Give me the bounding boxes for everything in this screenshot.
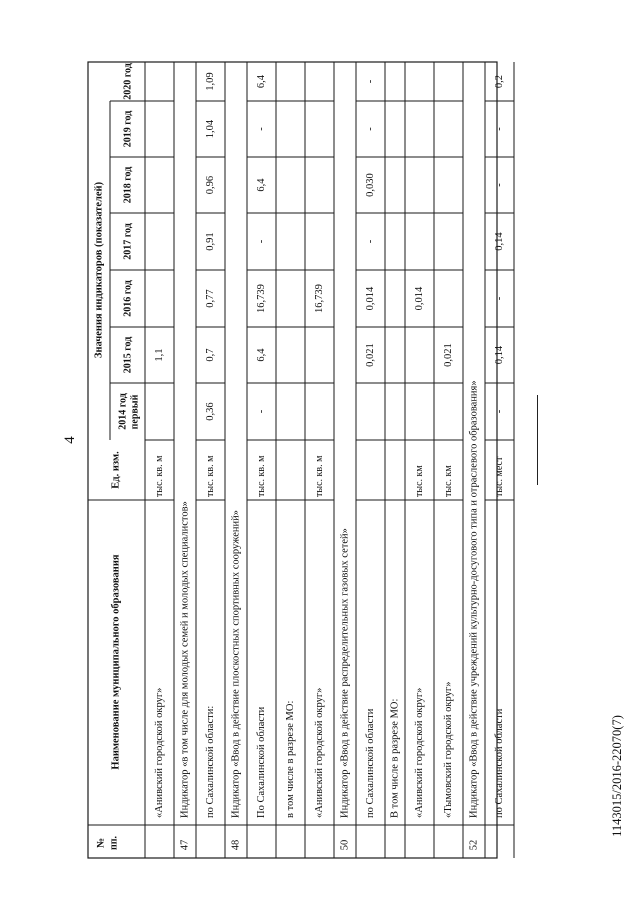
row-number: 50 xyxy=(339,839,351,851)
row-number: 48 xyxy=(230,839,242,851)
section-title: Индикатор «Ввод в действие плоскостных спортивных сооружений» xyxy=(230,510,242,818)
row-name: В том числе в разрезе МО: xyxy=(389,698,401,818)
row-name: в том числе в разрезе МО: xyxy=(284,700,296,818)
row-unit: тыс. кв. м xyxy=(153,455,165,497)
page-number-underline xyxy=(537,395,538,485)
header-year: 2017 год xyxy=(122,223,134,260)
page-number: 4 xyxy=(62,436,78,444)
header-year: 2014 год xyxy=(117,393,129,430)
row-value: 0,96 xyxy=(204,175,216,195)
row-name: по Сахалинской области xyxy=(364,708,376,818)
row-value: 16,739 xyxy=(313,284,325,313)
row-value: - xyxy=(364,239,376,244)
row-value: 0,014 xyxy=(364,286,376,311)
section-title: Индикатор «в том числе для молодых семей и молодых специалистов» xyxy=(179,501,191,818)
row-value: 0,7 xyxy=(204,348,216,362)
row-number: 47 xyxy=(179,839,191,851)
row-value: 0,14 xyxy=(493,232,505,251)
header-year-note: первый xyxy=(129,394,141,430)
row-value: - xyxy=(493,409,505,414)
row-name: «Анивский городской округ» xyxy=(153,687,165,818)
row-value: 0,36 xyxy=(204,402,216,421)
row-value: 6,4 xyxy=(255,178,267,192)
row-value: 0,014 xyxy=(413,286,425,311)
row-unit: тыс. км xyxy=(413,465,425,497)
row-value: 1,09 xyxy=(204,72,216,91)
header-year: 2018 год xyxy=(122,166,134,204)
row-value: - xyxy=(364,127,376,131)
row-value: 0,021 xyxy=(364,343,376,367)
header-unit: Ед. изм. xyxy=(110,451,122,489)
row-name: По Сахалинской области xyxy=(255,706,267,818)
row-value: - xyxy=(255,409,267,414)
row-unit: тыс. км xyxy=(442,465,454,497)
header-values-group: Значения индикаторов (показателей) xyxy=(93,181,105,359)
row-value: - xyxy=(493,296,505,301)
header-year: 2019 год xyxy=(122,110,134,148)
row-name: «Тымовский городской округ» xyxy=(442,681,454,818)
footer-code: 1143015/2016-22070(7) xyxy=(610,715,624,837)
header-year: 2016 год xyxy=(122,280,134,317)
row-value: - xyxy=(493,127,505,131)
row-value: 0,030 xyxy=(364,173,376,197)
row-value: - xyxy=(255,127,267,131)
header-num-abbrev: пп. xyxy=(108,835,120,851)
row-name: «Анивский городской округ» xyxy=(313,687,325,818)
row-unit: тыс. кв. м xyxy=(255,455,267,497)
row-value: 1,04 xyxy=(204,119,216,139)
row-value: 1,1 xyxy=(153,348,165,362)
row-number: 52 xyxy=(468,839,480,851)
row-value: - xyxy=(364,79,376,84)
row-value: - xyxy=(255,239,267,244)
row-unit: тыс. кв. м xyxy=(313,455,325,497)
row-name: по Сахалинской области: xyxy=(204,705,216,818)
row-value: 0,91 xyxy=(204,232,216,251)
row-value: 0,2 xyxy=(493,74,505,89)
row-value: - xyxy=(493,183,505,187)
row-value: 6,4 xyxy=(255,348,267,362)
header-year: 2015 год xyxy=(122,336,134,374)
row-value: 16,739 xyxy=(255,284,267,313)
row-value: 6,4 xyxy=(255,74,267,89)
header-year: 2020 год xyxy=(122,63,134,100)
row-value: 0,14 xyxy=(493,345,505,365)
header-num: № xyxy=(95,837,107,849)
header-name: Наименование муниципального образования xyxy=(110,554,122,770)
row-name: по Сахалинской области xyxy=(493,708,505,818)
row-value: 0,021 xyxy=(442,343,454,367)
section-title: Индикатор «Ввод в действие распределительных газовых сетей» xyxy=(339,528,351,818)
section-title: Индикатор «Ввод в действие учреждений культурно-досугового типа и отраслевого образования» xyxy=(468,380,480,818)
row-unit: тыс. мест xyxy=(493,456,505,497)
row-name: «Анивский городской округ» xyxy=(413,687,425,818)
row-unit: тыс. кв. м xyxy=(204,455,216,497)
row-value: 0,77 xyxy=(204,289,216,308)
